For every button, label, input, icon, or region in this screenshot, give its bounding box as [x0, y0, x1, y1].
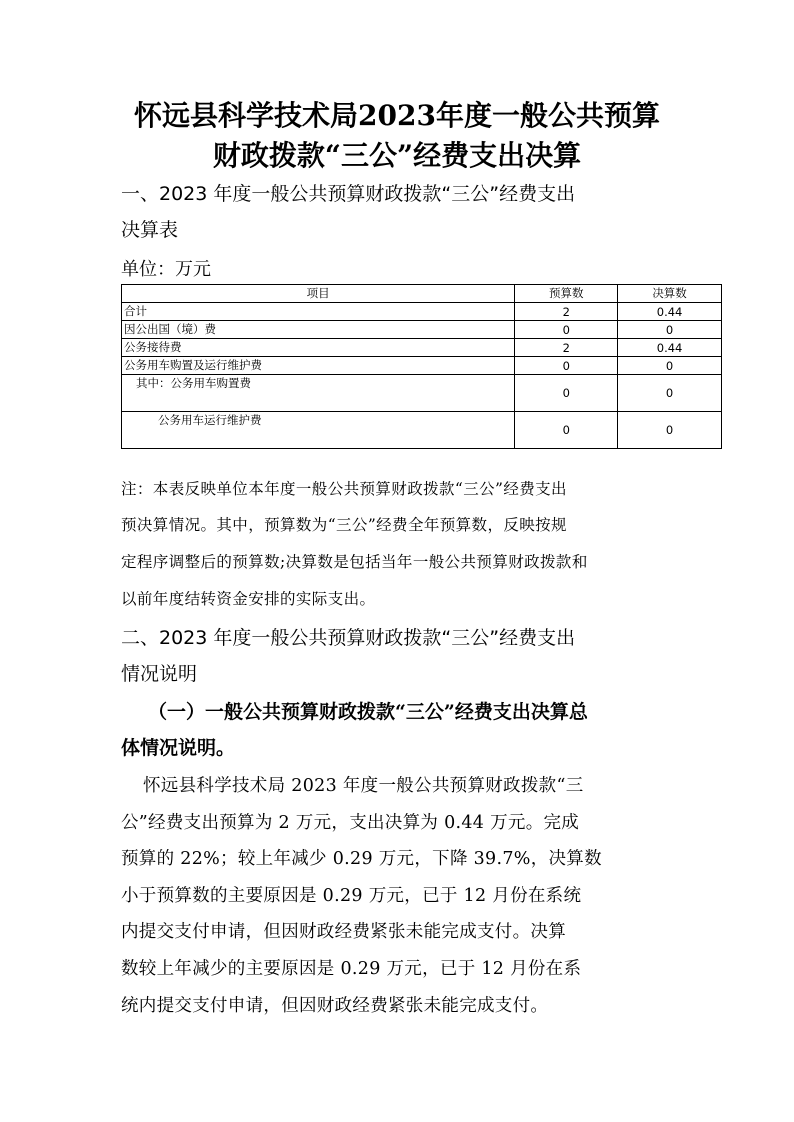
row-final: 0	[618, 375, 722, 412]
header-budget: 预算数	[515, 285, 618, 303]
table-row	[122, 375, 722, 412]
header-item: 项目	[122, 285, 515, 303]
row-item: 公务用车运行维护费	[122, 412, 515, 449]
table-row	[122, 412, 722, 449]
row-budget: 0	[515, 375, 618, 412]
paragraph-line: 怀远县科学技术局 2023 年度一般公共预算财政拨款“三	[143, 776, 584, 796]
row-item: 合计	[122, 303, 515, 321]
row-final: 0.44	[618, 303, 722, 321]
section1-heading-line1: 一、2023 年度一般公共预算财政拨款“三公”经费支出	[121, 183, 576, 205]
paragraph-line: 预算的 22%；较上年减少 0.29 万元，下降 39.7%，决算数	[121, 849, 602, 869]
row-budget: 0	[515, 357, 618, 375]
subsection1-heading-line2: 体情况说明。	[121, 737, 236, 759]
row-budget: 0	[515, 321, 618, 339]
row-budget: 0	[515, 412, 618, 449]
row-budget: 2	[515, 303, 618, 321]
note-line: 注：本表反映单位本年度一般公共预算财政拨款“三公”经费支出	[121, 480, 567, 498]
table-row	[122, 303, 722, 321]
unit-label: 单位：万元	[121, 259, 211, 280]
section2-heading-line2: 情况说明	[121, 663, 198, 685]
note-line: 定程序调整后的预算数;决算数是包括当年一般公共预算财政拨款和	[121, 553, 588, 571]
paragraph-line: 数较上年减少的主要原因是 0.29 万元，已于 12 月份在系	[121, 959, 582, 979]
section2-heading-line1: 二、2023 年度一般公共预算财政拨款“三公”经费支出	[121, 627, 576, 649]
table-row	[122, 321, 722, 339]
row-item: 公务用车购置及运行维护费	[122, 357, 515, 375]
note-line: 以前年度结转资金安排的实际支出。	[121, 590, 376, 608]
document-title-line2: 财政拨款“三公”经费支出决算	[212, 139, 582, 172]
table-header-row	[122, 285, 722, 303]
paragraph-line: 公”经费支出预算为 2 万元，支出决算为 0.44 万元。完成	[121, 813, 580, 833]
table-row	[122, 357, 722, 375]
row-final: 0	[618, 412, 722, 449]
row-item: 其中：公务用车购置费	[122, 375, 515, 412]
row-item: 公务接待费	[122, 339, 515, 357]
budget-table	[121, 284, 722, 449]
subsection1-heading-line1: （一）一般公共预算财政拨款“三公”经费支出决算总	[148, 701, 588, 723]
row-budget: 2	[515, 339, 618, 357]
row-final: 0	[618, 357, 722, 375]
row-final: 0.44	[618, 339, 722, 357]
document-title-line1: 怀远县科学技术局2023年度一般公共预算	[134, 99, 660, 132]
paragraph-line: 内提交支付申请，但因财政经费紧张未能完成支付。决算	[121, 922, 566, 942]
section1-heading-line2: 决算表	[121, 219, 179, 241]
row-item: 因公出国（境）费	[122, 321, 515, 339]
header-final: 决算数	[618, 285, 722, 303]
note-line: 预决算情况。其中，预算数为“三公”经费全年预算数，反映按规	[121, 516, 567, 534]
row-final: 0	[618, 321, 722, 339]
paragraph-line: 统内提交支付申请，但因财政经费紧张未能完成支付。	[121, 996, 549, 1016]
paragraph-line: 小于预算数的主要原因是 0.29 万元，已于 12 月份在系统	[121, 886, 582, 906]
table-row	[122, 339, 722, 357]
